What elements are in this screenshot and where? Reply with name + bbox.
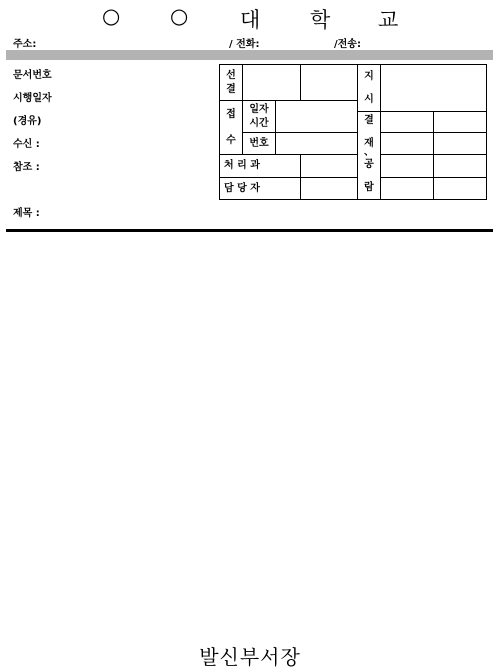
via-label: (경유): [13, 116, 42, 127]
person-in-charge-label: 담 당 자: [220, 178, 301, 200]
gyeoljae-cell-1[interactable]: [381, 112, 434, 133]
title-char-3: 대: [240, 8, 261, 32]
title-char-5: 교: [378, 8, 399, 32]
gyeoljae-cell-6[interactable]: [434, 155, 487, 178]
gyeoljae-cell-3[interactable]: [381, 133, 434, 155]
processing-dept-label: 처 리 과: [220, 155, 301, 178]
seongyeol-label: 선 결: [220, 65, 243, 101]
approval-grid: [219, 64, 487, 200]
processing-dept-cell[interactable]: [301, 155, 358, 178]
number-label: 번호: [243, 133, 276, 155]
jeopsu-label: 접 수: [220, 101, 243, 155]
body-divider-line: [6, 229, 493, 232]
seongyeol-cell-2[interactable]: [301, 65, 358, 101]
phone-label: / 전화:: [229, 39, 260, 50]
header-divider-bar: [6, 50, 493, 60]
gyeoljae-cell-2[interactable]: [434, 112, 487, 133]
gyeoljae-label: 결 재 、 공 람: [358, 112, 381, 200]
address-label: 주소:: [13, 39, 37, 50]
number-cell[interactable]: [276, 133, 358, 155]
recipient-label: 수신 :: [13, 139, 40, 150]
title-char-2: ○: [170, 4, 189, 28]
exec-date-label: 시행일자: [13, 93, 52, 104]
fax-label: /전송:: [334, 39, 361, 50]
gyeoljae-cell-7[interactable]: [381, 178, 434, 200]
doc-number-label: 문서번호: [13, 70, 52, 81]
date-time-label: 일자 시간: [243, 101, 276, 133]
person-in-charge-cell[interactable]: [301, 178, 358, 200]
reference-label: 참조 :: [13, 162, 40, 173]
title-char-1: ○: [102, 4, 121, 28]
seongyeol-cell-1[interactable]: [243, 65, 301, 101]
title-char-4: 학: [310, 8, 331, 32]
sender-title: 발신부서장: [199, 645, 301, 669]
subject-label: 제목 :: [13, 208, 40, 219]
date-time-cell[interactable]: [276, 101, 358, 133]
gyeoljae-cell-5[interactable]: [381, 155, 434, 178]
jisi-label: 지 시: [358, 65, 381, 112]
gyeoljae-cell-4[interactable]: [434, 133, 487, 155]
jisi-cell[interactable]: [381, 65, 487, 112]
gyeoljae-cell-8[interactable]: [434, 178, 487, 200]
